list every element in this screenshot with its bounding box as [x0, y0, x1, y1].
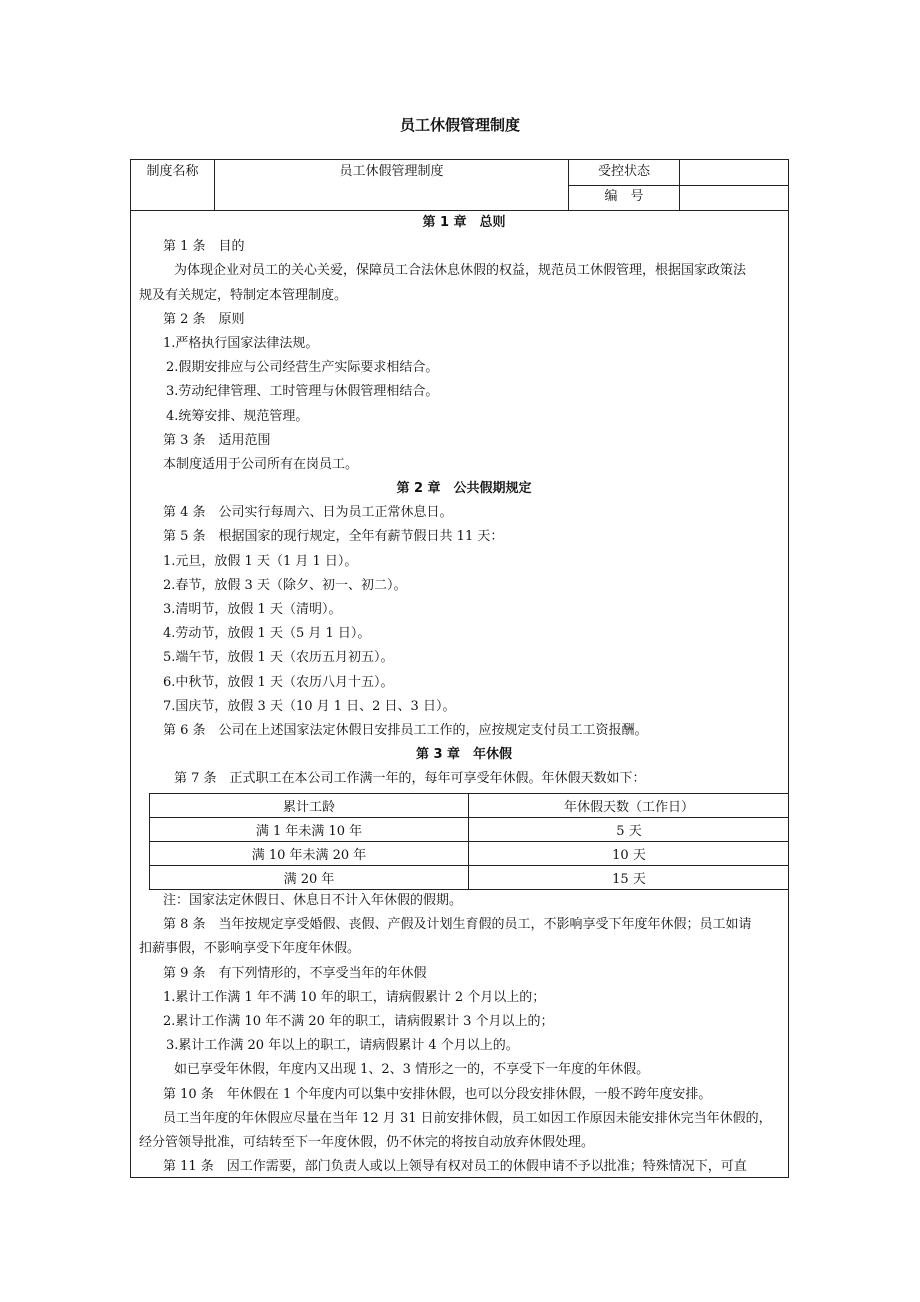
paragraph: 员工当年度的年休假应尽量在当年 12 月 31 日前安排休假，员工如因工作原因未能安排休完当年休假的， [163, 1110, 772, 1126]
list-item: 4.劳动节，放假 1 天（5 月 1 日）。 [163, 626, 371, 642]
note: 注：国家法定休假日、休息日不计入年休假的假期。 [163, 893, 463, 908]
document-frame [130, 159, 789, 1178]
list-item: 1.元旦，放假 1 天（1 月 1 日）。 [163, 553, 358, 569]
article-heading: 第 1 条 目的 [163, 239, 245, 255]
control-label: 受控状态 [597, 164, 650, 179]
name-label: 制度名称 [146, 164, 199, 179]
list-item: 4.统筹安排、规范管理。 [166, 408, 309, 424]
paragraph: 经分管领导批准，可结转至下一年度休假，仍不休完的将按自动放弃休假处理。 [139, 1134, 595, 1150]
table-cell: 15 天 [469, 866, 790, 890]
table-header-cell: 年休假天数（工作日） [469, 794, 790, 818]
list-item: 7.国庆节，放假 3 天（10 月 1 日、2 日、3 日）。 [163, 698, 456, 714]
document-body-continued [139, 889, 789, 1178]
name-value: 员工休假管理制度 [339, 164, 444, 179]
paragraph: 扣薪事假，不影响享受下年度年休假。 [139, 941, 361, 957]
paragraph: 如已享受年休假，年度内又出现 1、2、3 情形之一的，不享受下一年度的年休假。 [174, 1062, 650, 1078]
list-item: 2.累计工作满 10 年不满 20 年的职工，请病假累计 3 个月以上的； [163, 1013, 554, 1029]
chapter-heading: 第 3 章 年休假 [415, 747, 513, 763]
article-heading: 第 11 条 因工作需要，部门负责人或以上领导有权对员工的休假申请不予以批准；特殊情况下，可直 [163, 1159, 747, 1175]
article-heading: 第 2 条 原则 [163, 311, 245, 327]
table-header-cell: 累计工龄 [150, 794, 469, 818]
article-heading: 第 9 条 有下列情形的，不享受当年的年休假 [163, 965, 427, 981]
header-table [131, 160, 788, 211]
table-row [150, 866, 790, 890]
table-row [150, 818, 790, 842]
list-item: 3.累计工作满 20 年以上的职工，请病假累计 4 个月以上的。 [166, 1038, 519, 1054]
paragraph: 为体现企业对员工的关心关爱，保障员工合法休息休假的权益，规范员工休假管理，根据国家政策法 [174, 263, 747, 279]
paragraph: 本制度适用于公司所有在岗员工。 [163, 456, 359, 472]
table-cell: 5 天 [469, 818, 790, 842]
article-heading: 第 7 条 正式职工在本公司工作满一年的，每年可享受年休假。年休假天数如下： [174, 771, 646, 787]
document-body [139, 211, 789, 792]
article-heading: 第 6 条 公司在上述国家法定休假日安排员工工作的，应按规定支付员工工资报酬。 [163, 722, 648, 738]
vacation-table [149, 793, 789, 890]
table-cell: 满 1 年未满 10 年 [150, 818, 469, 842]
article-heading: 第 5 条 根据国家的现行规定，全年有薪节假日共 11 天： [163, 529, 504, 545]
vacation-table-wrap [139, 792, 789, 891]
article-heading: 第 10 条 年休假在 1 个年度内可以集中安排休假，也可以分段安排休假，一般不跨年度安排。 [163, 1086, 712, 1102]
document-title: 员工休假管理制度 [399, 116, 520, 134]
list-item: 6.中秋节，放假 1 天（农历八月十五）。 [163, 674, 394, 690]
table-cell: 满 10 年未满 20 年 [150, 842, 469, 866]
article-heading: 第 3 条 适用范围 [163, 432, 271, 448]
chapter-heading: 第 2 章 公共假期规定 [396, 481, 532, 497]
list-item: 1.累计工作满 1 年不满 10 年的职工，请病假累计 2 个月以上的； [163, 989, 546, 1005]
paragraph: 规及有关规定，特制定本管理制度。 [139, 287, 348, 303]
article-heading: 第 8 条 当年按规定享受婚假、丧假、产假及计划生育假的员工，不影响享受下年度年休假；员工如请 [163, 917, 752, 933]
list-item: 3.清明节，放假 1 天（清明）。 [163, 602, 342, 617]
table-header-row [150, 794, 790, 818]
chapter-heading: 第 1 章 总则 [422, 215, 506, 230]
list-item: 1.严格执行国家法律法规。 [163, 335, 319, 351]
table-cell: 满 20 年 [150, 866, 469, 890]
list-item: 2.假期安排应与公司经营生产实际要求相结合。 [166, 360, 439, 376]
article-heading: 第 4 条 公司实行每周六、日为员工正常休息日。 [163, 505, 453, 521]
table-cell: 10 天 [469, 842, 790, 866]
list-item: 2.春节，放假 3 天（除夕、初一、初二）。 [163, 577, 407, 593]
list-item: 5.端午节，放假 1 天（农历五月初五）。 [163, 650, 394, 666]
list-item: 3.劳动纪律管理、工时管理与休假管理相结合。 [166, 384, 439, 400]
number-label: 编 号 [604, 189, 644, 204]
table-row [150, 842, 790, 866]
